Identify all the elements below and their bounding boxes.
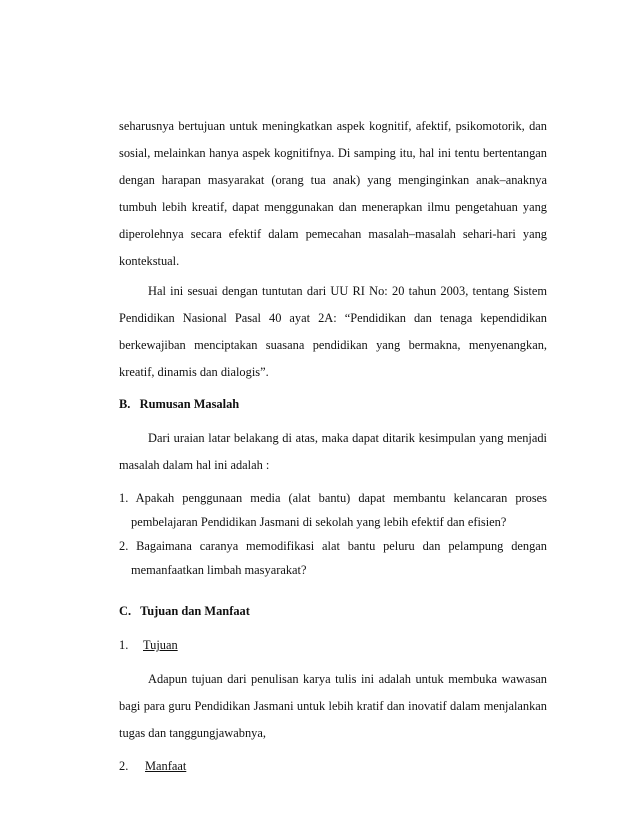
paragraph-line: sosial, melainkan hanya aspek kognitifnya. Di samping itu, hal ini tentu bertentangan bbox=[119, 146, 547, 160]
subsection-number: 1. bbox=[119, 638, 129, 652]
list-item-continuation: pembelajaran Pendidikan Jasmani di sekolah yang lebih efektif dan efisien? bbox=[131, 515, 507, 529]
paragraph-line: bagi para guru Pendidikan Jasmani untuk lebih kratif dan inovatif dalam menjalankan bbox=[119, 699, 547, 713]
paragraph-line: seharusnya bertujuan untuk meningkatkan aspek kognitif, afektif, psikomotorik, dan bbox=[119, 119, 547, 133]
list-item: 1. Apakah penggunaan media (alat bantu) dapat membantu kelancaran proses bbox=[119, 491, 547, 505]
paragraph-line: tugas dan tanggungjawabnya, bbox=[119, 726, 266, 740]
paragraph-line: berkewajiban menciptakan suasana pendidikan yang bermakna, menyenangkan, bbox=[119, 338, 547, 352]
paragraph-line: tumbuh lebih kreatif, dapat menggunakan dan menerapkan ilmu pengetahuan yang bbox=[119, 200, 547, 214]
paragraph-line: Pendidikan Nasional Pasal 40 ayat 2A: “Pendidikan dan tenaga kependidikan bbox=[119, 311, 547, 325]
paragraph-line: Adapun tujuan dari penulisan karya tulis ini adalah untuk membuka wawasan bbox=[148, 672, 547, 686]
subsection-title-manfaat: Manfaat bbox=[145, 759, 187, 773]
subsection-title-tujuan: Tujuan bbox=[143, 638, 178, 652]
list-item: 2. Bagaimana caranya memodifikasi alat bantu peluru dan pelampung dengan bbox=[119, 539, 547, 553]
paragraph-line: Dari uraian latar belakang di atas, maka dapat ditarik kesimpulan yang menjadi bbox=[148, 431, 547, 445]
subsection-number: 2. bbox=[119, 759, 129, 773]
paragraph-line: Hal ini sesuai dengan tuntutan dari UU RI No: 20 tahun 2003, tentang Sistem bbox=[148, 284, 547, 298]
section-b-heading: B. Rumusan Masalah bbox=[119, 397, 240, 411]
paragraph-line: kreatif, dinamis dan dialogis”. bbox=[119, 365, 269, 379]
section-c-heading: C. Tujuan dan Manfaat bbox=[119, 604, 250, 618]
paragraph-line: kontekstual. bbox=[119, 254, 180, 268]
paragraph-line: diperolehnya secara efektif dalam pemecahan masalah–masalah sehari-hari yang bbox=[119, 227, 547, 241]
list-item-continuation: memanfaatkan limbah masyarakat? bbox=[131, 563, 307, 577]
paragraph-line: masalah dalam hal ini adalah : bbox=[119, 458, 270, 472]
paragraph-line: dengan harapan masyarakat (orang tua anak) yang menginginkan anak–anaknya bbox=[119, 173, 547, 187]
